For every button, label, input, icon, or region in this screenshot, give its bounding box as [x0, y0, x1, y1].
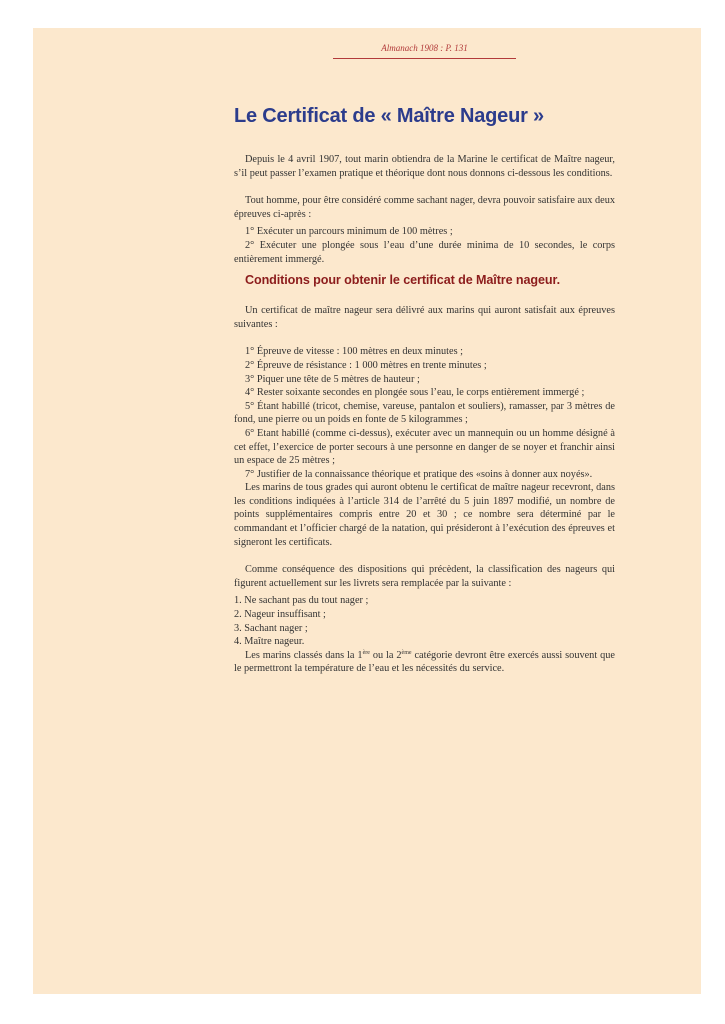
article — [234, 104, 615, 676]
list-item: 7° Justifier de la connaissance théorique et pratique des «soins à donner aux noyés». — [245, 468, 593, 480]
list-item: 1° Exécuter un parcours minimum de 100 mètres ; — [245, 226, 453, 238]
classification-list — [234, 594, 615, 648]
classification-paragraph: Comme conséquence des dispositions qui précèdent, la classification des nageurs qui figurent actuellement sur les livrets sera remplacée par la suivante : — [234, 564, 615, 589]
intro-paragraph-2: Tout homme, pour être considéré comme sachant nager, devra pouvoir satisfaire aux deux épreuves ci-après : — [234, 195, 615, 220]
final-text-1: Les marins classés dans la 1 — [245, 649, 363, 661]
list-item: 4. Maître nageur. — [234, 636, 305, 648]
page-title: Le Certificat de « Maître Nageur » — [234, 105, 544, 127]
section-title: Conditions pour obtenir le certificat de Maître nageur. — [245, 273, 560, 288]
running-head: Almanach 1908 : P. 131 — [381, 43, 468, 53]
final-text-2: ou la 2 — [369, 649, 402, 661]
list-item: 4° Rester soixante secondes en plongée sous l’eau, le corps entièrement immergé ; — [245, 387, 585, 399]
superscript-first: ère — [362, 649, 370, 656]
section-intro: Un certificat de maître nageur sera délivré aux marins qui auront satisfait aux épreuves suivantes : — [234, 305, 615, 330]
page — [33, 28, 701, 994]
list-item: 2° Exécuter une plongée sous l’eau d’une durée minima de 10 secondes, le corps entièrement immergé. — [234, 239, 615, 265]
list-item: 2° Épreuve de résistance : 1 000 mètres en trente minutes ; — [245, 359, 487, 371]
list-item: 6° Etant habillé (comme ci-dessus), exécuter avec un mannequin ou un homme désigné à cet effet, l’exercice de porter secours à une personne en danger de se noyer et franchir ainsi un espace de 25 mètres ; — [234, 427, 615, 467]
intro-paragraph-1: Depuis le 4 avril 1907, tout marin obtiendra de la Marine le certificat de Maître nageur, s’il peut passer l’examen pratique et théorique dont nous donnons ci-dessous les conditions. — [234, 154, 615, 179]
final-text-3: catégorie devront être exercés aussi souvent que le permettront la température de l’eau et les nécessités du service. — [234, 649, 615, 675]
list-item: 1. Ne sachant pas du tout nager ; — [234, 595, 369, 607]
final-paragraph — [234, 649, 615, 676]
list-item: 5° Étant habillé (tricot, chemise, vareuse, pantalon et souliers), ramasser, par 3 mètres de fond, une pierre ou un poids en fonte de 5 kilogrammes ; — [234, 400, 615, 426]
superscript-second: ème — [401, 649, 412, 656]
list-item: 3° Piquer une tête de 5 mètres de hauteur ; — [245, 373, 420, 385]
running-head-rule — [333, 58, 516, 59]
basic-tests-list — [234, 225, 615, 266]
list-item: 2. Nageur insuffisant ; — [234, 609, 326, 621]
list-item: 3. Sachant nager ; — [234, 622, 308, 634]
points-paragraph: Les marins de tous grades qui auront obtenu le certificat de maître nageur recevront, dans les conditions indiquées à l’article 314 de l’arrêté du 5 juin 1897 modifié, un nombre de points supplémentaires compris entre 20 et 30 ; ce nombre sera déterminé par le commandant et l’officier chargé de la natation, qui présideront à l’exécution des épreuves et signeront les certificats. — [234, 482, 615, 548]
list-item: 1° Épreuve de vitesse : 100 mètres en deux minutes ; — [245, 346, 464, 358]
exam-tests-list — [234, 345, 615, 481]
